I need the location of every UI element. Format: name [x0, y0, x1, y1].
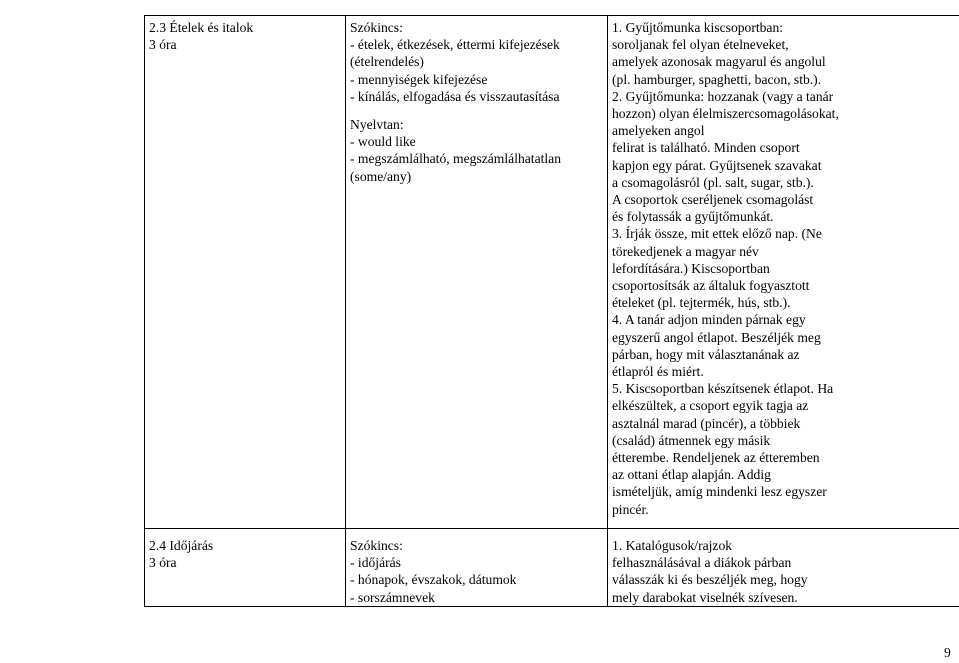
topic-title: 2.3 Ételek és italok	[149, 20, 254, 35]
activity-line: törekedjenek a magyar név	[612, 243, 759, 259]
table-top-border	[144, 15, 959, 16]
grammar-heading: Nyelvtan:	[350, 117, 404, 133]
vocabulary-item: - ételek, étkezések, éttermi kifejezések	[350, 37, 560, 53]
activity-line: mely darabokat viselnék szívesen.	[612, 589, 798, 605]
activity-line: amelyek azonosak magyarul és angolul	[612, 54, 826, 70]
row2-topic-cell	[149, 537, 213, 571]
activity-line: párban, hogy mit választanának az	[612, 346, 800, 362]
vocabulary-item: - sorszámnevek	[350, 589, 435, 605]
vocabulary-item: - kínálás, elfogadása és visszautasítása	[350, 88, 560, 104]
vocabulary-item: - mennyiségek kifejezése	[350, 71, 488, 87]
grammar-item: - megszámlálható, megszámlálhatatlan	[350, 151, 561, 167]
row2-content-cell	[350, 537, 516, 606]
table-left-border	[144, 15, 145, 607]
table-bottom-border	[144, 606, 959, 607]
activity-line: felirat is található. Minden csoport	[612, 140, 800, 156]
row-divider	[144, 528, 959, 529]
row1-content-cell	[350, 19, 561, 185]
activity-line: asztalnál marad (pincér), a többiek	[612, 415, 801, 431]
grammar-item: (some/any)	[350, 168, 412, 184]
activity-line: 1. Katalógusok/rajzok	[612, 538, 733, 553]
vocabulary-item: (ételrendelés)	[350, 54, 424, 70]
activity-line: 3. Írják össze, mit ettek előző nap. (Ne	[612, 226, 822, 242]
activity-line: (pl. hamburger, spaghetti, bacon, stb.).	[612, 71, 822, 87]
activity-line: (család) átmennek egy másik	[612, 432, 771, 448]
activity-line: elkészültek, a csoport egyik tagja az	[612, 398, 809, 414]
activity-line: ételeket (pl. tejtermék, hús, stb.).	[612, 295, 791, 311]
activity-line: csoportosítsák az általuk fogyasztott	[612, 278, 810, 294]
activity-line: étlapról és miért.	[612, 364, 704, 380]
row1-topic-cell	[149, 19, 253, 53]
grammar-item: - would like	[350, 134, 416, 150]
activity-line: 2. Gyűjtőmunka: hozzanak (vagy a tanár	[612, 88, 834, 104]
topic-title: 2.4 Időjárás	[149, 538, 214, 553]
activity-line: A csoportok cseréljenek csomagolást	[612, 192, 814, 208]
activity-line: egyszerű angol étlapot. Beszéljék meg	[612, 329, 821, 345]
activity-line: és folytassák a gyűjtőmunkát.	[612, 209, 774, 225]
activity-line: amelyeken angol	[612, 123, 705, 139]
activity-line: ismételjük, amíg mindenki lesz egyszer	[612, 484, 827, 500]
topic-hours: 3 óra	[149, 555, 177, 571]
activity-line: az ottani étlap alapján. Addig	[612, 467, 771, 483]
activity-line: a csomagolásról (pl. salt, sugar, stb.).	[612, 174, 814, 190]
activity-line: válasszák ki és beszéljék meg, hogy	[612, 572, 808, 588]
vocabulary-item: - hónapok, évszakok, dátumok	[350, 572, 517, 588]
vocabulary-heading: Szókincs:	[350, 538, 403, 553]
activity-line: lefordítására.) Kiscsoportban	[612, 260, 770, 276]
page-number: 9	[944, 645, 951, 660]
activity-line: soroljanak fel olyan ételneveket,	[612, 37, 789, 53]
activity-line: étterembe. Rendeljenek az étteremben	[612, 450, 820, 466]
activity-line: felhasználásával a diákok párban	[612, 555, 792, 571]
activity-line: hozzon) olyan élelmiszercsomagolásokat,	[612, 106, 839, 122]
vocabulary-item: - időjárás	[350, 555, 401, 571]
activity-line: 1. Gyűjtőmunka kiscsoportban:	[612, 20, 784, 35]
activity-line: kapjon egy párat. Gyűjtsenek szavakat	[612, 157, 822, 173]
column-divider-2	[607, 15, 608, 607]
vocabulary-heading: Szókincs:	[350, 20, 403, 35]
activity-line: 4. A tanár adjon minden párnak egy	[612, 312, 806, 328]
topic-hours: 3 óra	[149, 37, 177, 53]
activity-line: 5. Kiscsoportban készítsenek étlapot. Ha	[612, 381, 834, 397]
row2-activities-cell	[612, 537, 808, 606]
row1-activities-cell	[612, 19, 839, 518]
column-divider-1	[345, 15, 346, 607]
activity-line: pincér.	[612, 501, 649, 517]
